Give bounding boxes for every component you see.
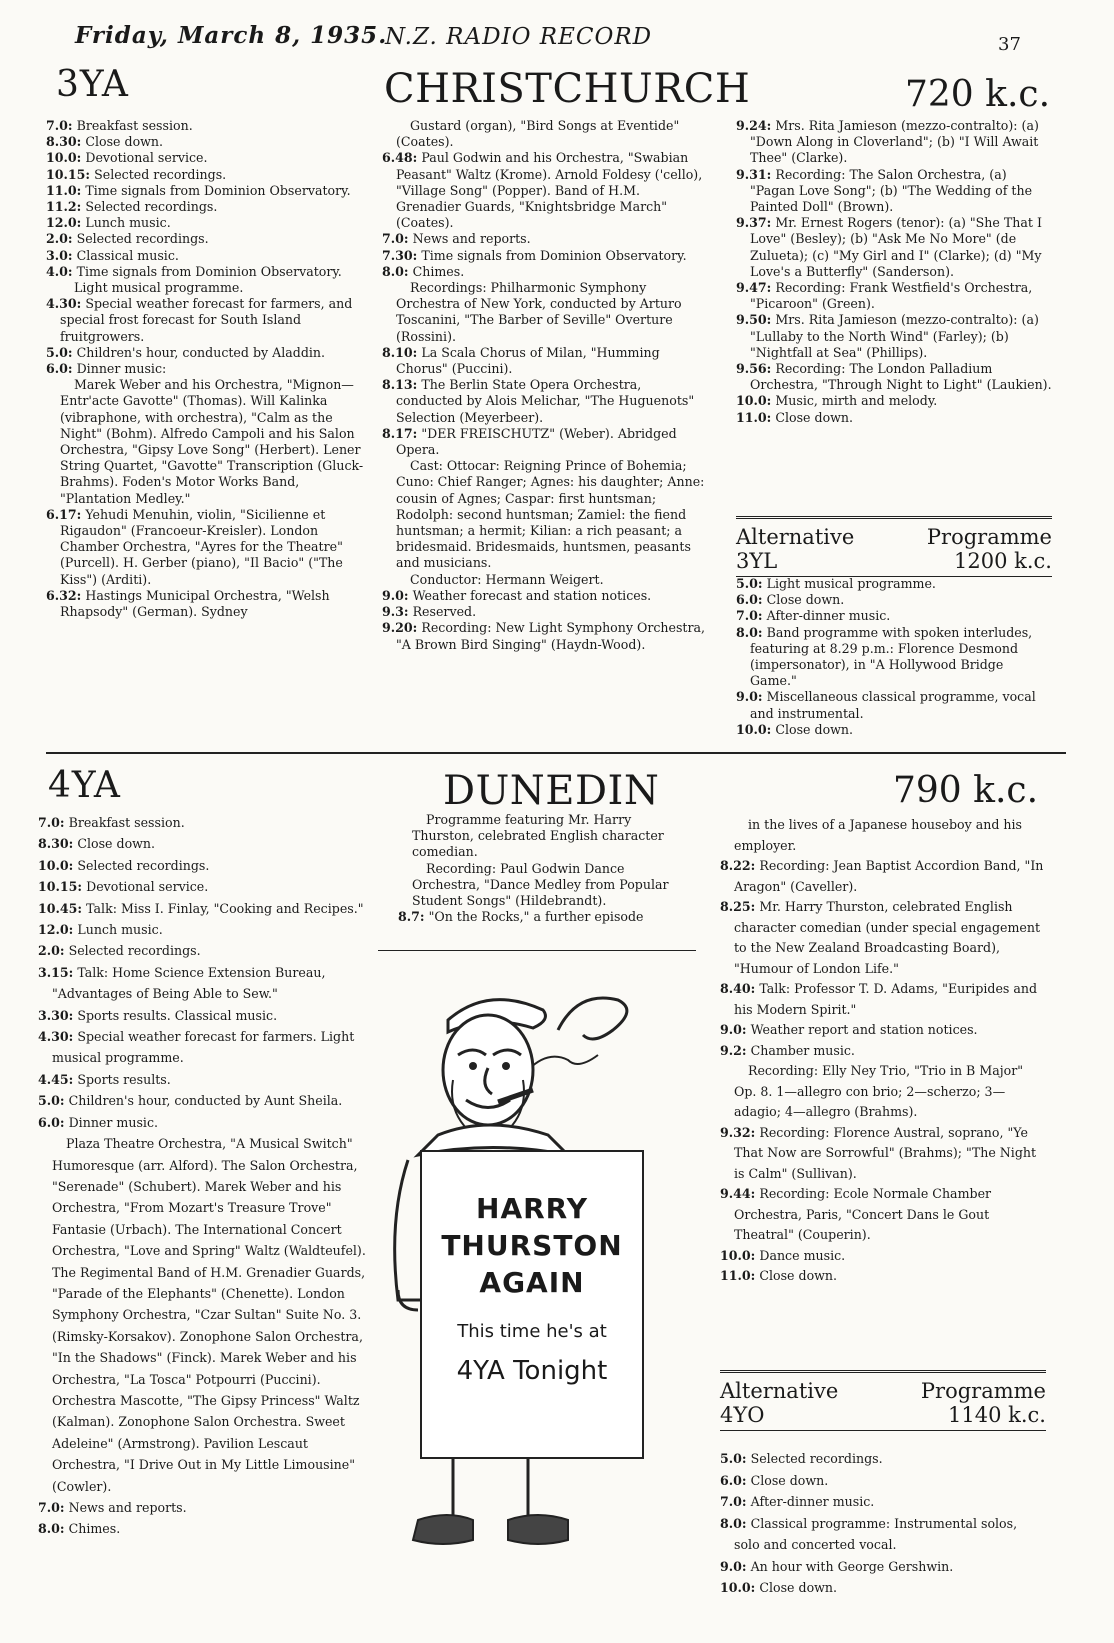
- schedule-entry: [382, 620, 708, 652]
- entry-text: Recording: New Light Symphony Orchestra, "A Brown Bird Singing" (Haydn-Wood).: [396, 620, 706, 652]
- entry-time: 4.30:: [38, 1029, 74, 1045]
- entry-text: Breakfast session.: [76, 118, 193, 133]
- entry-time: 9.32:: [720, 1124, 756, 1140]
- schedule-entry: [720, 1123, 1046, 1185]
- schedule-entry: [382, 345, 708, 377]
- entry-text: Talk: Miss I. Finlay, "Cooking and Recipes.": [86, 900, 364, 916]
- entry-time: 10.0:: [736, 721, 772, 737]
- schedule-entry: [720, 1470, 1046, 1492]
- entry-time: 5.0:: [736, 576, 763, 591]
- entry-text: Miscellaneous classical programme, vocal and instrumental.: [750, 689, 1036, 721]
- publication-title: N.Z. RADIO RECORD: [385, 24, 653, 50]
- schedule-3ya-col3: [736, 118, 1052, 426]
- entry-text: Yehudi Menuhin, violin, "Sicilienne et Rigaudon" (Francoeur-Kreisler). London Chamber Orchestra, "Ayres for the Theatre" (Purcell). H. Gerber (piano), "Il Bacio" ("The Kiss") (Arditi).: [60, 506, 343, 587]
- entry-text: Sports results. Classical music.: [77, 1007, 278, 1023]
- entry-time: 4.0:: [46, 263, 73, 279]
- entry-text: Reserved.: [412, 604, 477, 620]
- entry-text: Conductor: Hermann Weigert.: [410, 571, 604, 587]
- schedule-entry: [38, 1112, 368, 1133]
- entry-time: 8.10:: [382, 344, 418, 360]
- entry-time: 2.0:: [46, 231, 73, 247]
- entry-text: The Berlin State Opera Orchestra, conducted by Alois Melichar, "The Huguenots" Selection (Meyerbeer).: [396, 377, 695, 425]
- schedule-entry: [38, 812, 368, 833]
- schedule-entry: [46, 264, 364, 280]
- schedule-entry: [38, 1026, 368, 1069]
- entry-text: Recording: Ecole Normale Chamber Orchestra, Paris, "Concert Dans le Gout Theatral" (Couperin).: [734, 1186, 992, 1242]
- entry-time: 8.0:: [720, 1515, 747, 1531]
- entry-time: 10.45:: [38, 900, 83, 916]
- entry-time: 10.0:: [720, 1247, 756, 1263]
- schedule-entry: [38, 876, 368, 897]
- schedule-entry: [736, 361, 1052, 393]
- entry-text: Light musical programme.: [766, 576, 936, 591]
- alt-label-4yo: Alternative: [720, 1379, 839, 1403]
- entry-time: 6.0:: [38, 1114, 65, 1130]
- entry-time: 10.0:: [720, 1580, 756, 1595]
- entry-time: 9.31:: [736, 166, 772, 182]
- entry-text: Light musical programme.: [74, 280, 244, 296]
- schedule-entry: [46, 361, 364, 377]
- entry-time: 6.0:: [720, 1472, 747, 1488]
- entry-time: 9.0:: [382, 587, 409, 603]
- entry-text: Selected recordings.: [68, 943, 201, 959]
- schedule-entry: [720, 1448, 1046, 1470]
- entry-text: Devotional service.: [85, 150, 208, 166]
- poster-line-harry: HARRY: [476, 1192, 588, 1225]
- schedule-entry: [720, 1246, 1046, 1267]
- entry-text: Chimes.: [68, 1521, 121, 1537]
- schedule-entry: [736, 592, 1052, 608]
- entry-time: 8.30:: [46, 134, 82, 150]
- entry-time: 4.45:: [38, 1071, 74, 1087]
- entry-text: Selected recordings.: [76, 231, 209, 247]
- station-freq-4ya: 790 k.c.: [893, 770, 1039, 811]
- entry-text: News and reports.: [412, 231, 531, 247]
- entry-time: 9.3:: [382, 604, 409, 620]
- schedule-entry: [38, 1133, 368, 1497]
- entry-text: Weather forecast and station notices.: [412, 587, 652, 603]
- entry-text: Plaza Theatre Orchestra, "A Musical Switch" Humoresque (arr. Alford). The Salon Orchestra, "Serenade" (Schubert). Marek Weber and his Orchestra, "From Mozart's Treasure Trove" Fantasie (Urbach). The International Concert Orchestra, "Love and Spring" Waltz (Waldteufel). The Regimental Band of H.M. Grenadier Guards, "Parade of the Elephants" (Chenette). London Symphony Orchestra, "Czar Sultan" Suite No. 3. (Rimsky-Korsakov). Zonophone Salon Orchestra, "In the Shadows" (Finck). Marek Weber and his Orchestra, "La Tosca" Potpourri (Puccini). Orchestra Mascotte, "The Gipsy Princess" Waltz (Kalman). Zonophone Salon Orchestra. Sweet Adeleine" (Armstrong). Pavilion Lescaut Orchestra, "I Drive Out in My Little Limousine" (Cowler).: [52, 1136, 366, 1494]
- entry-time: 12.0:: [46, 215, 82, 231]
- schedule-entry: [46, 296, 364, 345]
- schedule-entry: [736, 576, 1052, 592]
- entry-time: 8.0:: [382, 263, 409, 279]
- schedule-entry: [398, 909, 696, 925]
- schedule-entry: [46, 588, 364, 620]
- entry-time: 8.30:: [38, 836, 74, 852]
- station-freq-3ya: 720 k.c.: [905, 74, 1051, 115]
- entry-text: Recording: Frank Westfield's Orchestra, "Picaroon" (Green).: [750, 280, 1033, 312]
- entry-time: 10.0:: [46, 150, 82, 166]
- entry-time: 9.44:: [720, 1186, 756, 1201]
- station-city-dunedin: DUNEDIN: [443, 768, 660, 814]
- entry-time: 7.30:: [382, 247, 418, 263]
- schedule-entry: [736, 118, 1052, 167]
- alt-programme-word-3yl: Programme: [926, 525, 1052, 549]
- entry-text: Close down.: [759, 1268, 838, 1283]
- schedule-entry: [720, 1556, 1046, 1578]
- entry-time: 5.0:: [38, 1093, 65, 1109]
- schedule-entry: [736, 722, 1052, 738]
- entry-text: Paul Godwin and his Orchestra, "Swabian Peasant" Waltz (Krome). Arnold Foldesy ('cello), "Village Song" (Popper). Band of H.M. Grenadier Guards, "Knightsbridge March" (Coates).: [396, 150, 703, 231]
- schedule-entry: [46, 167, 364, 183]
- entry-time: 9.56:: [736, 361, 772, 377]
- schedule-entry: [720, 856, 1046, 897]
- entry-time: 9.0:: [720, 1022, 747, 1037]
- station-call-3ya: 3YA: [56, 64, 129, 105]
- entry-time: 5.0:: [720, 1451, 747, 1466]
- entry-time: 11.0:: [46, 182, 82, 198]
- entry-time: 6.0:: [46, 361, 73, 377]
- schedule-entry: [38, 1497, 368, 1518]
- schedule-entry: [46, 231, 364, 247]
- entry-text: Lunch music.: [85, 215, 171, 231]
- entry-time: 11.2:: [46, 199, 82, 215]
- entry-time: 2.0:: [38, 943, 65, 959]
- schedule-entry: [382, 264, 708, 280]
- entry-text: Recording: Elly Ney Trio, "Trio in B Major" Op. 8. 1—allegro con brio; 2—scherzo; 3—adagio; 4—allegro (Brahms).: [734, 1063, 1024, 1119]
- entry-text: Close down.: [759, 1580, 838, 1595]
- entry-text: Close down.: [750, 1472, 829, 1488]
- schedule-entry: [736, 167, 1052, 216]
- entry-time: 7.0:: [38, 815, 65, 830]
- schedule-entry: [720, 1041, 1046, 1062]
- poster-line-tonight: 4YA Tonight: [456, 1356, 608, 1386]
- entry-time: 11.0:: [720, 1268, 756, 1283]
- entry-time: 6.0:: [736, 592, 763, 608]
- schedule-entry: [736, 393, 1052, 409]
- schedule-entry: [382, 150, 708, 231]
- schedule-entry: [382, 118, 708, 150]
- schedule-4ya-col1: [38, 812, 368, 1540]
- entry-text: After-dinner music.: [750, 1494, 875, 1509]
- alt-label-3yl: Alternative: [736, 525, 855, 549]
- schedule-entry: [38, 1518, 368, 1539]
- schedule-entry: [736, 625, 1052, 690]
- schedule-entry: [46, 377, 364, 507]
- entry-time: 7.0:: [38, 1500, 65, 1515]
- entry-text: Selected recordings.: [85, 199, 218, 215]
- entry-text: Recording: Florence Austral, soprano, "Ye That Now are Sorrowful" (Brahms); "The Night is Calm" (Sullivan).: [734, 1124, 1037, 1181]
- entry-text: After-dinner music.: [766, 608, 891, 624]
- schedule-entry: [46, 248, 364, 264]
- cartoon-top-rule: [378, 950, 696, 951]
- entry-text: Gustard (organ), "Bird Songs at Eventide" (Coates).: [396, 118, 680, 150]
- poster-line-thurston: THURSTON: [441, 1229, 623, 1262]
- schedule-entry: [382, 604, 708, 620]
- entry-text: Recording: The Salon Orchestra, (a) "Pagan Love Song"; (b) "The Wedding of the Painted Doll" (Brown).: [750, 166, 1033, 215]
- poster-line-again: AGAIN: [479, 1266, 585, 1299]
- entry-time: 6.17:: [46, 506, 82, 522]
- schedule-entry: [46, 345, 364, 361]
- entry-text: Children's hour, conducted by Aunt Sheila.: [68, 1093, 343, 1109]
- schedule-entry: [38, 1090, 368, 1111]
- entry-time: 8.0:: [38, 1521, 65, 1537]
- running-date: Friday, March 8, 1935.: [75, 22, 388, 49]
- entry-text: Mrs. Rita Jamieson (mezzo-contralto): (a) "Lullaby to the North Wind" (Farley); (b) "Nightfall at Sea" (Phillips).: [750, 312, 1039, 360]
- schedule-entry: [38, 1005, 368, 1026]
- entry-text: Time signals from Dominion Observatory.: [421, 247, 687, 263]
- entry-text: "DER FREISCHUTZ" (Weber). Abridged Opera.: [396, 425, 677, 458]
- schedule-entry: [38, 1069, 368, 1090]
- schedule-entry: [38, 962, 368, 1005]
- entry-text: Recording: The London Palladium Orchestra, "Through Night to Light" (Laukien).: [750, 361, 1052, 393]
- entry-text: Special weather forecast for farmers. Light musical programme.: [52, 1029, 355, 1066]
- schedule-entry: [46, 134, 364, 150]
- schedule-entry: [720, 1020, 1046, 1041]
- entry-text: in the lives of a Japanese houseboy and his employer.: [734, 817, 1022, 853]
- schedule-3ya-col2: [382, 118, 708, 653]
- entry-text: Dance music.: [759, 1247, 846, 1263]
- schedule-entry: [46, 118, 364, 134]
- entry-text: Mr. Ernest Rogers (tenor): (a) "She That I Love" (Besley); (b) "Ask Me No More" (de Zulueta); (c) "My Girl and I" (Clarke); (d) "My Love's a Butterfly" (Sanderson).: [750, 215, 1042, 279]
- schedule-entry: [38, 919, 368, 940]
- entry-time: 9.24:: [736, 118, 772, 133]
- schedule-entry: [736, 410, 1052, 426]
- entry-text: Children's hour, conducted by Aladdin.: [76, 344, 326, 360]
- entry-text: Devotional service.: [86, 879, 209, 895]
- entry-text: Close down.: [85, 134, 164, 150]
- entry-time: 9.20:: [382, 620, 418, 636]
- entry-text: Close down.: [77, 836, 156, 852]
- entry-time: 7.0:: [382, 231, 409, 247]
- entry-text: Weather report and station notices.: [750, 1022, 978, 1037]
- entry-text: Music, mirth and melody.: [775, 393, 938, 409]
- schedule-entry: [38, 833, 368, 854]
- entry-text: Marek Weber and his Orchestra, "Mignon—Entr'acte Gavotte" (Thomas). Will Kalinka (vibraphone, with orchestra), "Calm as the Night" (Bohm). Alfredo Campoli and his Salon Orchestra, "Gipsy Love Song" (Herbert). Lener String Quartet, "Gavotte" Transcription (Gluck-Brahms). Foden's Motor Works Band, "Plantation Medley.": [60, 377, 364, 506]
- schedule-entry: [736, 215, 1052, 280]
- entry-time: 10.15:: [38, 879, 83, 895]
- entry-text: Recordings: Philharmonic Symphony Orchestra of New York, conducted by Arturo Toscanini, "The Barber of Seville" Overture (Rossini).: [396, 280, 682, 344]
- schedule-entry: [720, 815, 1046, 856]
- section-divider: [46, 752, 1066, 754]
- schedule-entry: [382, 248, 708, 264]
- entry-text: Mr. Harry Thurston, celebrated English character comedian (under special engagement to the New Zealand Broadcasting Board), "Humour of London Life.": [734, 899, 1041, 976]
- entry-text: Classical programme: Instrumental solos, solo and concerted vocal.: [734, 1515, 1018, 1552]
- entry-time: 9.0:: [720, 1558, 747, 1574]
- entry-text: "On the Rocks," a further episode: [428, 909, 644, 925]
- schedule-entry: [38, 855, 368, 876]
- schedule-entry: [382, 377, 708, 426]
- schedule-entry: [736, 608, 1052, 624]
- schedule-4ya-col2: [398, 812, 696, 925]
- entry-time: 7.0:: [736, 608, 763, 624]
- schedule-entry: [382, 231, 708, 247]
- schedule-entry: [46, 215, 364, 231]
- station-call-4ya: 4YA: [48, 765, 121, 806]
- entry-time: 10.0:: [38, 857, 74, 873]
- entry-text: Lunch music.: [77, 922, 163, 938]
- entry-time: 3.0:: [46, 247, 73, 263]
- schedule-entry: [720, 1491, 1046, 1513]
- schedule-entry: [398, 812, 696, 861]
- entry-text: An hour with George Gershwin.: [750, 1558, 954, 1574]
- poster-sign: [420, 1150, 644, 1459]
- entry-time: 9.50:: [736, 312, 772, 328]
- entry-time: 8.22:: [720, 858, 756, 873]
- schedule-entry: [46, 199, 364, 215]
- entry-text: Time signals from Dominion Observatory.: [85, 182, 351, 198]
- entry-text: Chimes.: [412, 263, 465, 279]
- schedule-entry: [38, 940, 368, 961]
- entry-text: Time signals from Dominion Observatory.: [76, 263, 342, 279]
- entry-text: Selected recordings.: [750, 1451, 883, 1466]
- entry-time: 3.15:: [38, 964, 74, 980]
- entry-text: Special weather forecast for farmers, and special frost forecast for South Island fruitgrowers.: [60, 296, 353, 344]
- alt-call-3yl: 3YL: [736, 549, 778, 573]
- entry-text: Talk: Home Science Extension Bureau, "Advantages of Being Able to Sew.": [52, 964, 326, 1002]
- entry-time: 9.37:: [736, 215, 772, 231]
- entry-time: 3.30:: [38, 1007, 74, 1023]
- schedule-entry: [382, 572, 708, 588]
- schedule-entry: [46, 507, 364, 588]
- entry-text: Mrs. Rita Jamieson (mezzo-contralto): (a) "Down Along in Cloverland"; (b) "I Will Await Thee" (Clarke).: [750, 118, 1039, 166]
- entry-time: 5.0:: [46, 344, 73, 360]
- entry-text: Recording: Jean Baptist Accordion Band, "In Aragon" (Caveller).: [734, 858, 1044, 894]
- entry-time: 8.0:: [736, 624, 763, 640]
- schedule-4ya-col3: [720, 815, 1046, 1287]
- schedule-entry: [720, 1513, 1046, 1556]
- entry-time: 9.47:: [736, 280, 772, 296]
- schedule-3ya-col1: [46, 118, 364, 620]
- schedule-entry: [736, 689, 1052, 721]
- alt-call-4yo: 4YO: [720, 1403, 765, 1427]
- entry-time: 11.0:: [736, 409, 772, 425]
- entry-time: 6.48:: [382, 150, 418, 166]
- entry-text: Band programme with spoken interludes, featuring at 8.29 p.m.: Florence Desmond (impersonator), in "A Hollywood Bridge Game.": [750, 624, 1033, 689]
- schedule-entry: [736, 280, 1052, 312]
- entry-text: Selected recordings.: [77, 857, 210, 873]
- schedule-entry: [382, 280, 708, 345]
- entry-text: Breakfast session.: [68, 815, 185, 830]
- entry-time: 8.25:: [720, 899, 756, 914]
- schedule-entry: [720, 1577, 1046, 1599]
- entry-time: 10.0:: [736, 393, 772, 409]
- entry-time: 8.7:: [398, 909, 425, 925]
- entry-text: Selected recordings.: [94, 166, 227, 182]
- poster-line-this-time: This time he's at: [457, 1321, 607, 1342]
- schedule-entry: [736, 312, 1052, 361]
- entry-time: 10.15:: [46, 166, 91, 182]
- schedule-entry: [398, 861, 696, 910]
- entry-time: 8.17:: [382, 425, 418, 441]
- station-city-christchurch: CHRISTCHURCH: [384, 66, 751, 112]
- schedule-entry: [46, 150, 364, 166]
- entry-text: Talk: Professor T. D. Adams, "Euripides and his Modern Spirit.": [734, 981, 1038, 1017]
- entry-text: Sports results.: [77, 1071, 171, 1087]
- entry-time: 7.0:: [46, 118, 73, 133]
- entry-text: Cast: Ottocar: Reigning Prince of Bohemia; Cuno: Chief Ranger; Agnes: his daughter; Anne: cousin of Agnes; Caspar: first huntsman; Rodolph: second huntsman; Zamiel: the fiend huntsman; a hermit; Kilian: a rich peasant; a bridesmaid. Bridesmaids, huntsmen, peasants and musicians.: [396, 458, 705, 571]
- entry-time: 6.32:: [46, 587, 82, 603]
- schedule-entry: [46, 183, 364, 199]
- schedule-entry: [38, 898, 368, 919]
- entry-time: 12.0:: [38, 922, 74, 938]
- schedule-entry: [720, 897, 1046, 979]
- entry-text: Dinner music:: [76, 361, 167, 377]
- entry-text: Recording: Paul Godwin Dance Orchestra, "Dance Medley from Popular Student Songs" (Hildebrandt).: [412, 860, 669, 909]
- schedule-entry: [720, 1184, 1046, 1246]
- entry-text: Dinner music.: [68, 1114, 159, 1130]
- entry-text: Close down.: [775, 721, 854, 737]
- schedule-3yl: [736, 576, 1052, 738]
- entry-time: 4.30:: [46, 296, 82, 312]
- schedule-entry: [382, 458, 708, 571]
- entry-text: Classical music.: [76, 247, 179, 263]
- entry-time: 9.0:: [736, 689, 763, 705]
- entry-text: Chamber music.: [750, 1042, 855, 1058]
- entry-text: Hastings Municipal Orchestra, "Welsh Rhapsody" (German). Sydney: [60, 587, 330, 620]
- entry-text: La Scala Chorus of Milan, "Humming Chorus" (Puccini).: [396, 344, 660, 377]
- entry-time: 7.0:: [720, 1494, 747, 1509]
- alt-freq-4yo: 1140 k.c.: [948, 1403, 1046, 1427]
- schedule-4yo: [720, 1448, 1046, 1599]
- alt-programme-4yo: [720, 1370, 1046, 1431]
- alt-programme-3yl: [736, 516, 1052, 577]
- schedule-entry: [382, 588, 708, 604]
- schedule-entry: [46, 280, 364, 296]
- schedule-entry: [382, 426, 708, 458]
- alt-programme-word-4yo: Programme: [920, 1379, 1046, 1403]
- schedule-entry: [720, 1061, 1046, 1123]
- entry-text: News and reports.: [68, 1500, 187, 1515]
- entry-time: 8.40:: [720, 981, 756, 996]
- schedule-entry: [720, 1266, 1046, 1287]
- entry-time: 8.13:: [382, 377, 418, 393]
- entry-time: 9.2:: [720, 1042, 747, 1058]
- entry-text: Close down.: [775, 409, 854, 425]
- schedule-entry: [720, 979, 1046, 1020]
- entry-text: Programme featuring Mr. Harry Thurston, celebrated English character comedian.: [412, 812, 664, 860]
- page-number: 37: [998, 34, 1021, 55]
- entry-text: Close down.: [766, 592, 845, 608]
- alt-freq-3yl: 1200 k.c.: [954, 549, 1052, 573]
